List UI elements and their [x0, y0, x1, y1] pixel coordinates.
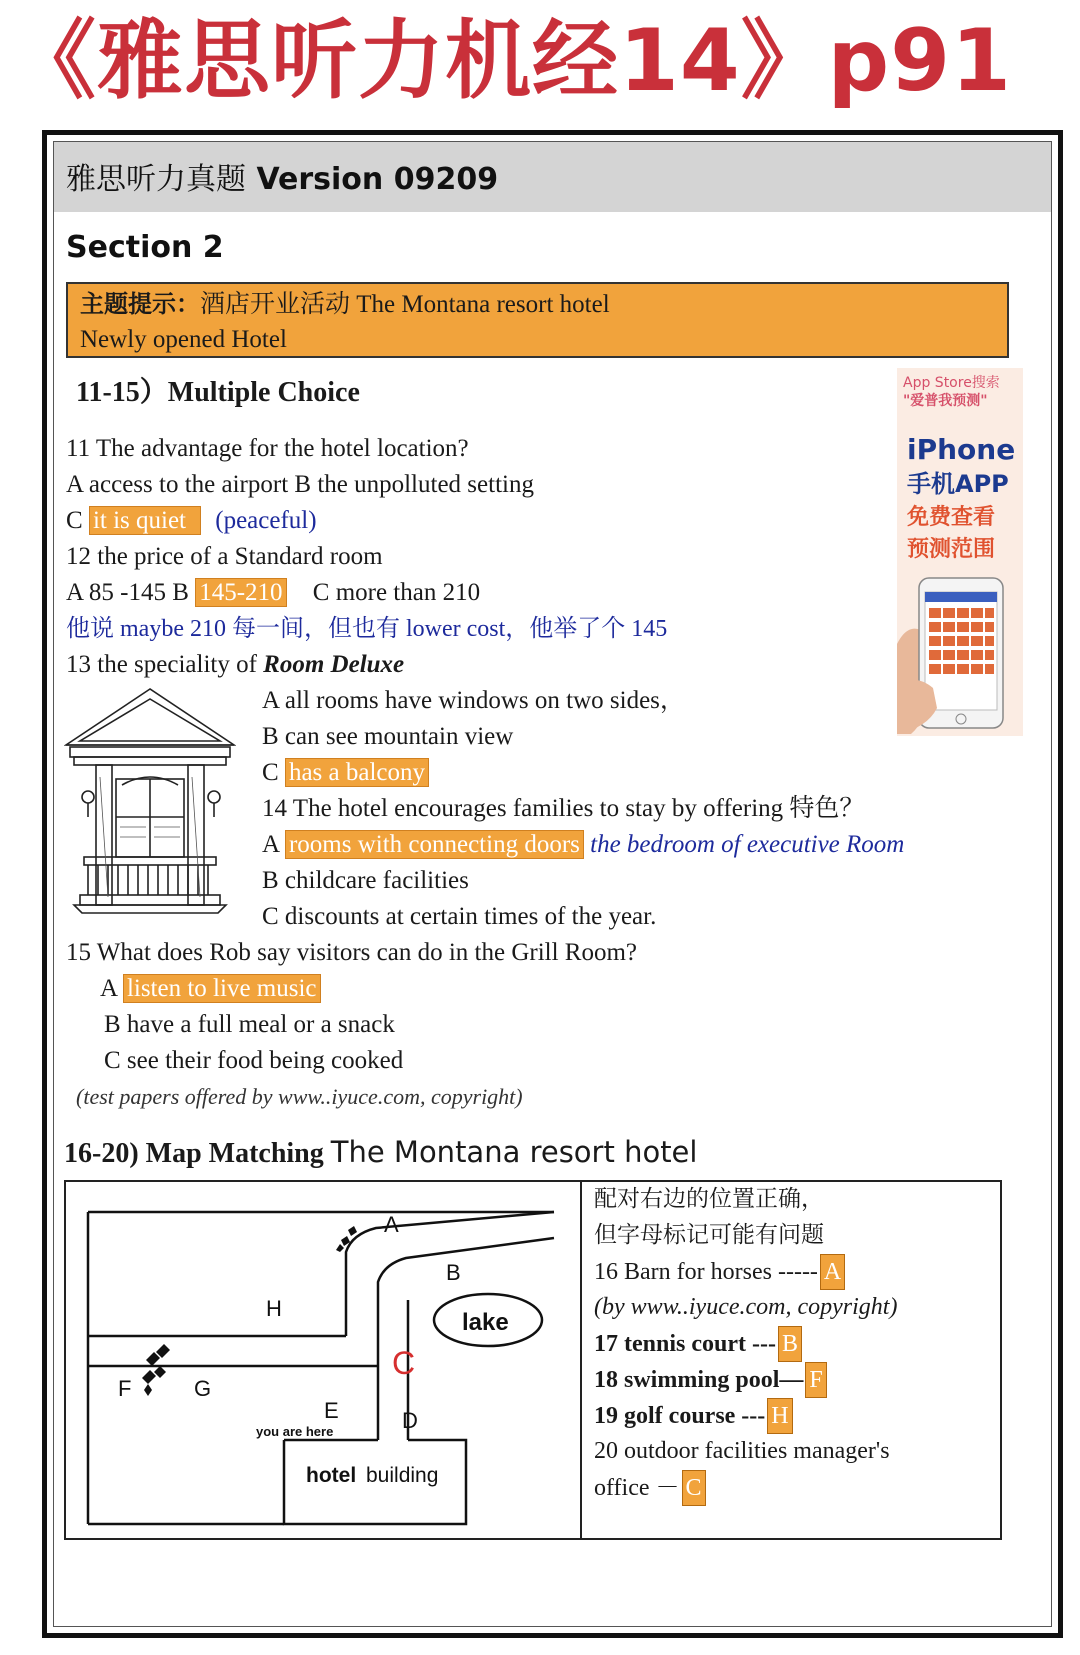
answer-20-text2: office － [594, 1475, 680, 1501]
version-bar [54, 142, 1051, 212]
q13-question [66, 648, 404, 682]
map-label-building: building [366, 1464, 439, 1487]
answer-18-box: F [805, 1362, 826, 1398]
balcony-illustration [64, 687, 236, 915]
q12-question: 12 the price of a Standard room [66, 543, 383, 570]
map-label-a: A [384, 1212, 399, 1237]
q13-option-c [262, 756, 429, 790]
map-label-lake: lake [462, 1309, 509, 1336]
answer-18-text: 18 swimming pool— [594, 1367, 804, 1393]
answer-16 [594, 1254, 845, 1290]
ad-line3: iPhone [907, 433, 1016, 466]
q11-c-prefix: C [66, 507, 83, 534]
ad-line2: "爱普我预测" [903, 393, 988, 409]
map-heading-sans: The Montana resort hotel [330, 1135, 698, 1169]
q14-note: the bedroom of executive Room [590, 831, 905, 858]
q15-option-b: B have a full meal or a snack [104, 1011, 395, 1038]
answer-20-box: C [682, 1470, 706, 1506]
q13-answer-highlight: has a balcony [285, 758, 429, 787]
page-title: 《雅思听力机经14》p91 [10, 11, 1012, 111]
map-label-g: G [194, 1376, 212, 1401]
topic-label: 主题提示： [80, 290, 200, 318]
q15-a-prefix: A [100, 975, 117, 1002]
topic-line1: 酒店开业活动 The Montana resort hotel [200, 291, 610, 318]
ad-line1: App Store搜索 [903, 375, 1000, 391]
q14-question: 14 The hotel encourages families to stay by offering 特色？ [262, 795, 865, 822]
map-heading [64, 1132, 697, 1174]
answer-16-text: 16 Barn for horses ----- [594, 1259, 818, 1285]
q13-option-b: B can see mountain view [262, 723, 514, 750]
map-label-d: D [402, 1408, 418, 1433]
q14-option-c: C discounts at certain times of the year. [262, 903, 657, 930]
map-label-you-are-here: you are here [256, 1424, 334, 1439]
map-label-e: E [324, 1398, 339, 1423]
answer-17-text: 17 tennis court --- [594, 1331, 776, 1357]
q15-answer-highlight: listen to live music [123, 974, 321, 1003]
map-copyright-note: (by www..iyuce.com, copyright) [594, 1294, 898, 1320]
worksheet-inner-border [53, 141, 1052, 1627]
answer-19 [594, 1398, 793, 1434]
answer-20-line2 [594, 1470, 706, 1506]
q14-a-prefix: A [262, 831, 279, 858]
answer-20-line1: 20 outdoor facilities manager's [594, 1438, 890, 1464]
ad-line4: 手机APP [907, 470, 1009, 498]
q12-options [66, 576, 480, 610]
worksheet-frame [42, 130, 1063, 1638]
q11-option-c [66, 504, 317, 538]
map-label-c: C [392, 1345, 416, 1381]
q13-option-a: A all rooms have windows on two sides， [262, 687, 685, 714]
q15-option-c: C see their food being cooked [104, 1047, 404, 1074]
q12-a-prefix: A 85 -145 B [66, 579, 189, 606]
ad-line5: 免费查看 [907, 505, 996, 530]
q13-question-prefix: 13 the speciality of [66, 651, 257, 678]
q15-option-a [100, 972, 321, 1006]
map-note-2: 但字母标记可能有问题 [594, 1222, 824, 1247]
q14-answer-highlight: rooms with connecting doors [285, 830, 584, 859]
map-divider [580, 1182, 582, 1538]
mc-heading: 11-15）Multiple Choice [76, 377, 360, 408]
q14-option-b: B childcare facilities [262, 867, 469, 894]
q11-note: (peaceful) [215, 507, 317, 534]
q13-question-em: Room Deluxe [263, 651, 405, 678]
ad-line6: 预测范围 [907, 537, 996, 562]
copyright-note: (test papers offered by www..iyuce.com, copyright) [76, 1084, 523, 1109]
q11-question: 11 The advantage for the hotel location? [66, 435, 469, 462]
phone-in-hand-icon [897, 574, 1023, 734]
map-label-h: H [266, 1296, 282, 1321]
topic-line2: Newly opened Hotel [80, 326, 287, 353]
map-matching-area [64, 1180, 1002, 1540]
map-label-hotel: hotel [306, 1464, 357, 1487]
map-heading-bold: 16-20) Map Matching [64, 1138, 324, 1169]
answer-19-box: H [767, 1398, 792, 1434]
q12-option-c: C more than 210 [312, 579, 481, 606]
version-bar-en: Version 09209 [256, 162, 499, 197]
answer-18 [594, 1362, 827, 1398]
answer-19-text: 19 golf course --- [594, 1403, 766, 1429]
q12-note: 他说 maybe 210 每一间，但也有 lower cost，他举了个 145 [66, 616, 668, 642]
answer-16-box: A [820, 1254, 845, 1290]
section-title: Section 2 [66, 230, 224, 265]
answer-17 [594, 1326, 802, 1362]
resort-map [66, 1182, 580, 1538]
app-ad-panel[interactable] [897, 368, 1023, 736]
q11-answer-highlight: it is quiet [89, 506, 201, 535]
map-note-1: 配对右边的位置正确， [594, 1186, 824, 1211]
map-label-f: F [118, 1376, 132, 1401]
q12-answer-highlight: 145-210 [195, 578, 286, 607]
version-bar-cn: 雅思听力真题 [66, 162, 246, 197]
answer-17-box: B [778, 1326, 802, 1362]
topic-box [66, 282, 1009, 358]
q15-question: 15 What does Rob say visitors can do in the Grill Room? [66, 939, 637, 966]
q13-c-prefix: C [262, 759, 279, 786]
map-label-b: B [446, 1260, 461, 1285]
q14-option-a [262, 828, 904, 862]
q11-options-ab: A access to the airport B the unpolluted setting [66, 471, 534, 498]
